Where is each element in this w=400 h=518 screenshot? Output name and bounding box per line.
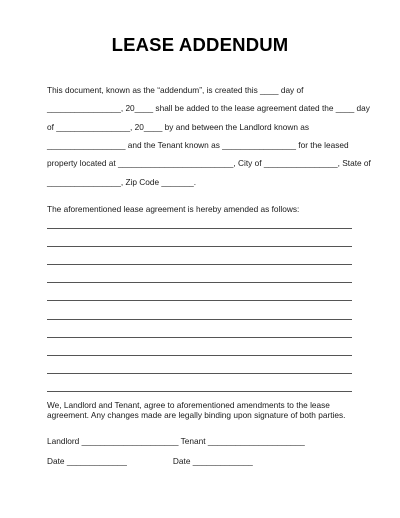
paragraph-line-2: ________________, 20____ shall be added to the lease agreement dated the ____ day [47, 103, 370, 113]
paragraph-line-1: This document, known as the “addendum”, is created this ____ day of [47, 85, 304, 95]
amendment-line[interactable] [47, 373, 352, 374]
amendment-line[interactable] [47, 319, 352, 320]
closing-line-2: agreement. Any changes made are legally binding upon signature of both parties. [47, 410, 346, 420]
paragraph-line-3: of ________________, 20____ by and between the Landlord known as [47, 122, 310, 132]
paragraph-line-4: _________________ and the Tenant known as ________________ for the leased [47, 140, 349, 150]
amendment-line[interactable] [47, 264, 352, 265]
amendment-line[interactable] [47, 246, 352, 247]
document-title: LEASE ADDENDUM [111, 34, 289, 55]
amended-intro: The aforementioned lease agreement is hereby amended as follows: [47, 204, 300, 214]
date-row[interactable]: Date _____________ Date _____________ [47, 456, 253, 466]
amendment-line[interactable] [47, 355, 352, 356]
amendment-line[interactable] [47, 337, 352, 338]
amendment-line[interactable] [47, 391, 352, 392]
amendment-line[interactable] [47, 282, 352, 283]
paragraph-line-5: property located at _________________________, City of ________________, State of [47, 158, 371, 168]
paragraph-line-6: ________________, Zip Code _______. [47, 177, 197, 187]
signature-row[interactable]: Landlord _____________________ Tenant _____________________ [47, 436, 305, 446]
closing-line-1: We, Landlord and Tenant, agree to aforementioned amendments to the lease [47, 400, 330, 410]
amendment-line[interactable] [47, 228, 352, 229]
amendment-line[interactable] [47, 300, 352, 301]
